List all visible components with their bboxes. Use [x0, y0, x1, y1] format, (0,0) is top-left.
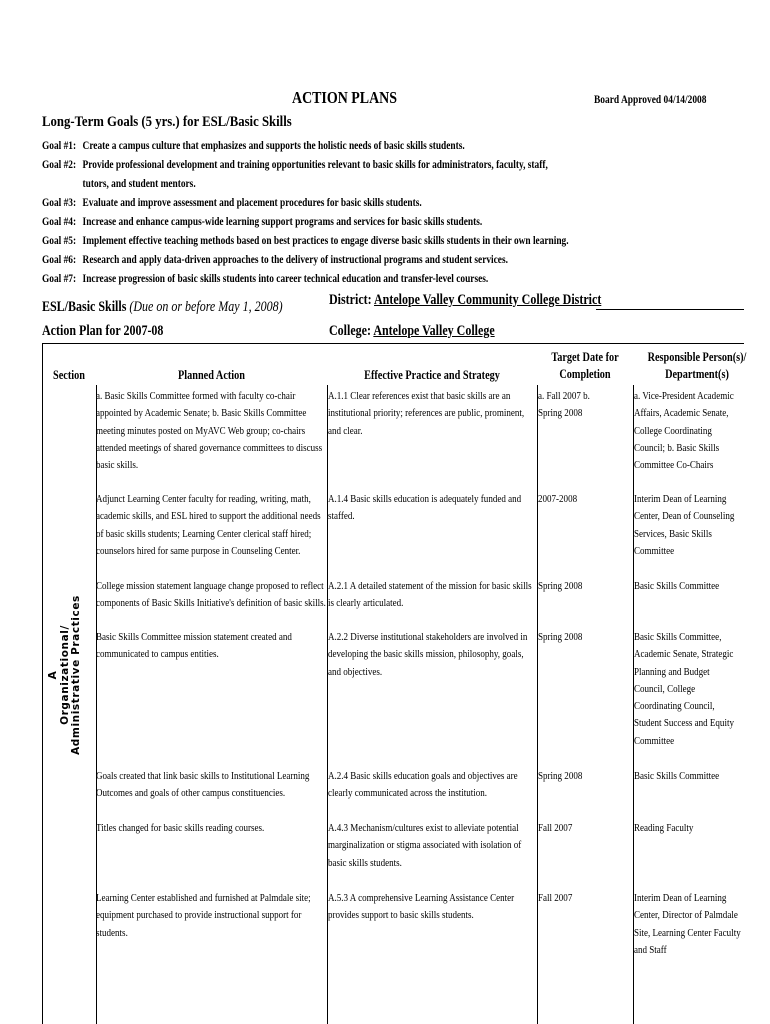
due-date-note: (Due on or before May 1, 2008) [129, 299, 283, 315]
table-cell-responsible: Basic Skills Committee [634, 580, 720, 592]
column-divider [537, 385, 538, 1024]
goal-text: Evaluate and improve assessment and placement procedures for basic skills students. [82, 195, 422, 209]
goal-text: Increase and enhance campus-wide learning support programs and services for basic skills students. [82, 214, 483, 228]
table-cell-responsible: Interim Dean of Learning Center, Director of Palmdale Site, Learning Center Faculty and Staff [634, 892, 741, 956]
header-target-date: Target Date for Completion [551, 350, 619, 381]
college-value: Antelope Valley College [373, 323, 495, 339]
table-cell-planned-action: Goals created that link basic skills to Institutional Learning Outcomes and goals of other campus constituencies. [96, 770, 310, 800]
board-approved-date: Board Approved 04/14/2008 [594, 94, 707, 106]
table-cell-target-date: Spring 2008 [538, 631, 583, 643]
table-cell-practice: A.4.3 Mechanism/cultures exist to alleviate potential marginalization or stigma associated with isolation of basic skills students. [328, 822, 522, 869]
goals-heading: Long-Term Goals (5 yrs.) for ESL/Basic Skills [42, 114, 292, 130]
table-cell-practice: A.2.2 Diverse institutional stakeholders are involved in developing the basic skills mission, philosophy, goals, and objectives. [328, 631, 528, 678]
table-cell-responsible: Reading Faculty [634, 822, 694, 834]
header-planned-action: Planned Action [178, 368, 245, 382]
section-label [48, 580, 88, 770]
goal-text: Research and apply data-driven approaches to the delivery of instructional programs and student services. [82, 252, 508, 266]
section-label-line: Organizational/ [58, 625, 71, 725]
goal-text: Create a campus culture that emphasizes and supports the holistic needs of basic skills students. [82, 138, 465, 152]
esl-label: ESL/Basic Skills [42, 299, 127, 315]
table-cell-responsible: Basic Skills Committee [634, 770, 720, 782]
goal-number: Goal #6: [42, 252, 77, 266]
section-label-letter: A [47, 670, 59, 680]
goal-number: Goal #3: [42, 195, 77, 209]
district-label: District: [329, 292, 372, 308]
esl-heading [42, 299, 283, 316]
header-responsible: Responsible Person(s)/ Department(s) [647, 350, 747, 381]
goal-item [42, 155, 744, 174]
table-cell-practice: A.1.1 Clear references exist that basic skills are an institutional priority; references are public, prominent, and clear. [328, 390, 525, 437]
table-cell-planned-action: College mission statement language change proposed to reflect components of Basic Skills Initiative's definition of basic skills. [96, 580, 326, 610]
goal-item [42, 231, 744, 250]
table-cell-target-date: Spring 2008 [538, 770, 583, 782]
goal-item [42, 250, 744, 269]
goal-item [42, 136, 744, 155]
table-cell-target-date: Fall 2007 [538, 822, 573, 834]
table-cell-planned-action: a. Basic Skills Committee formed with faculty co-chair appointed by Academic Senate; b. Basic Skills Committee meeting minutes posted on MyAVC Web group; co-chairs attended meetings of shared governance committees to discuss basic skills. [96, 390, 323, 472]
district-line [329, 292, 601, 309]
district-underline [596, 309, 744, 310]
action-plan-year: Action Plan for 2007-08 [42, 323, 164, 339]
goals-list [42, 136, 744, 288]
goal-item [42, 212, 744, 231]
table-cell-responsible: Interim Dean of Learning Center, Dean of Counseling Services, Basic Skills Committee [634, 493, 735, 557]
college-line [329, 323, 495, 340]
header-section: Section [53, 368, 85, 382]
goal-number: Goal #7: [42, 271, 77, 285]
table-cell-target-date: a. Fall 2007 b. Spring 2008 [538, 390, 590, 420]
table-top-border [42, 343, 744, 344]
table-cell-responsible: a. Vice-President Academic Affairs, Academic Senate, College Coordinating Council; b. Basic Skills Committee Co-Chairs [634, 390, 734, 472]
goal-text: Provide professional development and training opportunities relevant to basic skills for administrators, faculty, staff, [82, 157, 548, 171]
goal-number: Goal #4: [42, 214, 77, 228]
table-cell-responsible: Basic Skills Committee, Academic Senate, Strategic Planning and Budget Council, College Coordinating Council, Student Success and Equity Committee [634, 631, 734, 747]
table-left-border [42, 343, 43, 1024]
table-cell-practice: A.2.4 Basic skills education goals and objectives are clearly communicated across the institution. [328, 770, 518, 800]
table-cell-target-date: 2007-2008 [538, 493, 578, 505]
goal-text: Implement effective teaching methods based on best practices to engage diverse basic skills students in their own learning. [82, 233, 569, 247]
table-cell-target-date: Spring 2008 [538, 580, 583, 592]
college-label: College: [329, 323, 371, 339]
goal-text: Increase progression of basic skills students into career technical education and transfer-level courses. [82, 271, 489, 285]
table-cell-planned-action: Titles changed for basic skills reading courses. [96, 822, 265, 834]
page-title: ACTION PLANS [292, 88, 397, 107]
goal-number: Goal #2: [42, 157, 77, 171]
table-cell-target-date: Fall 2007 [538, 892, 573, 904]
table-cell-practice: A.2.1 A detailed statement of the mission for basic skills is clearly articulated. [328, 580, 532, 610]
table-cell-practice: A.1.4 Basic skills education is adequately funded and staffed. [328, 493, 522, 523]
section-label-line: Administrative Practices [70, 595, 82, 755]
table-cell-planned-action: Basic Skills Committee mission statement created and communicated to campus entities. [96, 631, 292, 661]
goal-item [42, 269, 744, 288]
goal-number: Goal #1: [42, 138, 77, 152]
goal-text-continued: tutors, and student mentors. [82, 176, 196, 190]
goal-number: Goal #5: [42, 233, 77, 247]
district-value: Antelope Valley Community College District [374, 292, 602, 308]
header-effective-practice: Effective Practice and Strategy [364, 368, 500, 382]
table-cell-planned-action: Adjunct Learning Center faculty for reading, writing, math, academic skills, and ESL hired to support the additional needs of basic skills students; Learning Center clerical staff hired; counselors hired for same purpose in Counseling Center. [96, 493, 321, 557]
table-cell-practice: A.5.3 A comprehensive Learning Assistance Center provides support to basic skills students. [328, 892, 515, 922]
goal-item [42, 193, 744, 212]
table-cell-planned-action: Learning Center established and furnished at Palmdale site; equipment purchased to provide instructional support for students. [96, 892, 311, 939]
